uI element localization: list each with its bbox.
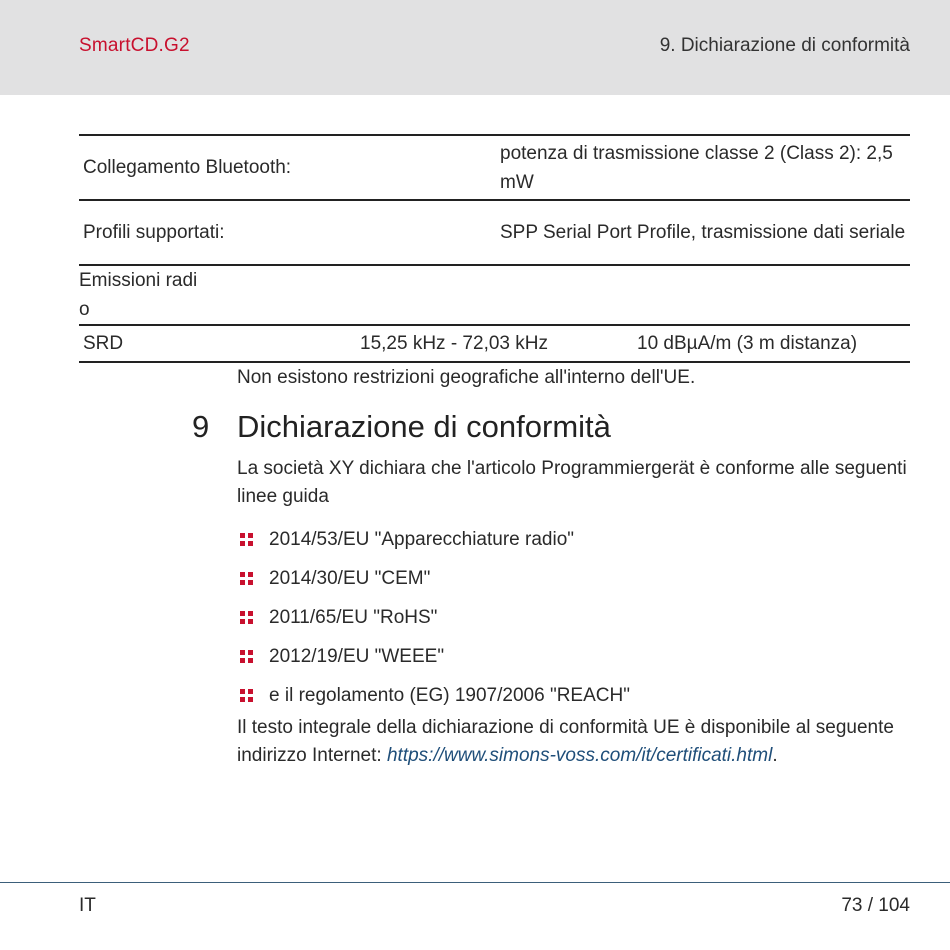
table-row xyxy=(79,135,910,200)
table-row xyxy=(79,325,910,362)
list-item: 2012/19/EU "WEEE" xyxy=(240,637,630,676)
bullet-icon xyxy=(240,689,253,702)
section-number: 9 xyxy=(192,409,210,444)
srd-frequency: 15,25 kHz - 72,03 kHz xyxy=(360,325,633,362)
table-row xyxy=(79,265,910,325)
table-row xyxy=(79,200,910,265)
chapter-title: 9. Dichiarazione di conformità xyxy=(659,35,910,56)
geographic-note: Non esistono restrizioni geografiche all'interno dell'UE. xyxy=(237,367,696,388)
bullet-icon xyxy=(240,533,253,546)
section-intro: La società XY dichiara che l'articolo Programmiergerät è conforme alle seguenti linee guida xyxy=(237,458,907,507)
list-item: 2011/65/EU "RoHS" xyxy=(240,598,630,637)
list-item: 2014/53/EU "Apparecchiature radio" xyxy=(240,520,630,559)
spec-value: SPP Serial Port Profile, trasmissione dati seriale xyxy=(496,200,910,265)
bullet-icon xyxy=(240,611,253,624)
page-header xyxy=(0,0,950,95)
page-number: 73 / 104 xyxy=(841,895,910,916)
spec-label: Profili supportati: xyxy=(79,200,496,265)
certificates-link[interactable]: https://www.simons-voss.com/it/certificati.html xyxy=(386,745,773,766)
spec-group-label: Emissioni radio xyxy=(79,265,237,325)
section-title: Dichiarazione di conformità xyxy=(237,409,611,444)
footer-divider xyxy=(0,882,950,883)
spec-value: potenza di trasmissione classe 2 (Class 2): 2,5 mW xyxy=(496,135,910,200)
directive-list xyxy=(240,520,630,715)
srd-label: SRD xyxy=(79,325,360,362)
footer-language: IT xyxy=(79,895,96,916)
bullet-icon xyxy=(240,650,253,663)
list-item: 2014/30/EU "CEM" xyxy=(240,559,630,598)
brand-name: SmartCD.G2 xyxy=(79,35,190,56)
spec-label: Collegamento Bluetooth: xyxy=(79,135,496,200)
srd-power: 10 dBµA/m (3 m distanza) xyxy=(633,325,910,362)
list-item: e il regolamento (EG) 1907/2006 "REACH" xyxy=(240,676,630,715)
bullet-icon xyxy=(240,572,253,585)
spec-table xyxy=(79,134,910,363)
section-outro: Il testo integrale della dichiarazione di conformità UE è disponibile al seguente indirizzo Internet: https://www.simons-voss.com/it/certificati.html. xyxy=(237,717,894,766)
